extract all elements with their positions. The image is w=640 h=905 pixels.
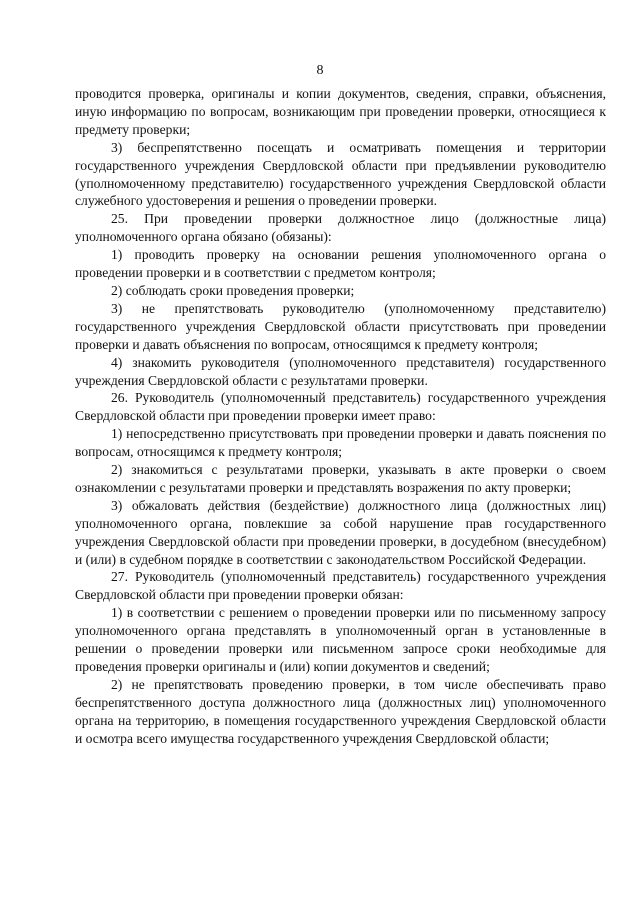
paragraph: проводится проверка, оригиналы и копии документов, сведения, справки, объяснения, иную информацию по вопросам, возникающим при проведении проверки, относящиеся к предмету проверки; [75,86,606,137]
paragraph: 2) не препятствовать проведению проверки, в том числе обеспечивать право беспрепятственного доступа должностного лица (должностных лиц) уполномоченного органа на территорию, в помещения государственного учреждения Свердловской области и осмотра всего имущества государственного учреждения Свердловской области; [75,676,606,746]
paragraph: 1) проводить проверку на основании решения уполномоченного органа о проведении проверки и в соответствии с предметом контроля; [75,247,606,281]
paragraph: 3) беспрепятственно посещать и осматривать помещения и территории государственного учреждения Свердловской области при предъявлении руководителю (уполномоченному представителю) государственного учреждения Свердловской области служебного удостоверения и решения о проведении проверки. [75,139,606,209]
paragraph: 3) обжаловать действия (бездействие) должностного лица (должностных лиц) уполномоченного органа, повлекшие за собой нарушение прав государственного учреждения Свердловской области при проведении проверки, в досудебном (внесудебном) и (или) в судебном порядке в соответствии с законодательством Российской Федерации. [75,497,606,567]
paragraph: 2) соблюдать сроки проведения проверки; [111,282,355,298]
paragraph: 1) непосредственно присутствовать при проведении проверки и давать пояснения по вопросам, относящимся к предмету контроля; [75,426,606,460]
document-body [75,85,606,748]
paragraph: 4) знакомить руководителя (уполномоченного представителя) государственного учреждения Свердловской области с результатами проверки. [75,354,606,388]
paragraph: 25. При проведении проверки должностное лицо (должностные лица) уполномоченного органа обязано (обязаны): [75,211,606,245]
paragraph: 27. Руководитель (уполномоченный представитель) государственного учреждения Свердловской области при проведении проверки обязан: [75,569,606,603]
paragraph: 26. Руководитель (уполномоченный представитель) государственного учреждения Свердловской области при проведении проверки имеет право: [75,390,606,424]
page-number: 8 [316,63,324,78]
paragraph: 1) в соответствии с решением о проведении проверки или по письменному запросу уполномоченного органа представлять в уполномоченный орган в установленные в решении о проведении проверки или письменном запросе сроки необходимые для проведения проверки оригиналы и (или) копии документов и сведений; [75,605,606,674]
paragraph: 3) не препятствовать руководителю (уполномоченному представителю) государственного учреждения Свердловской области присутствовать при проведении проверки и давать объяснения по вопросам, относящимся к предмету контроля; [75,300,606,352]
paragraph: 2) знакомиться с результатами проверки, указывать в акте проверки о своем ознакомлении с результатами проверки и представлять возражения по акту проверки; [75,462,606,495]
